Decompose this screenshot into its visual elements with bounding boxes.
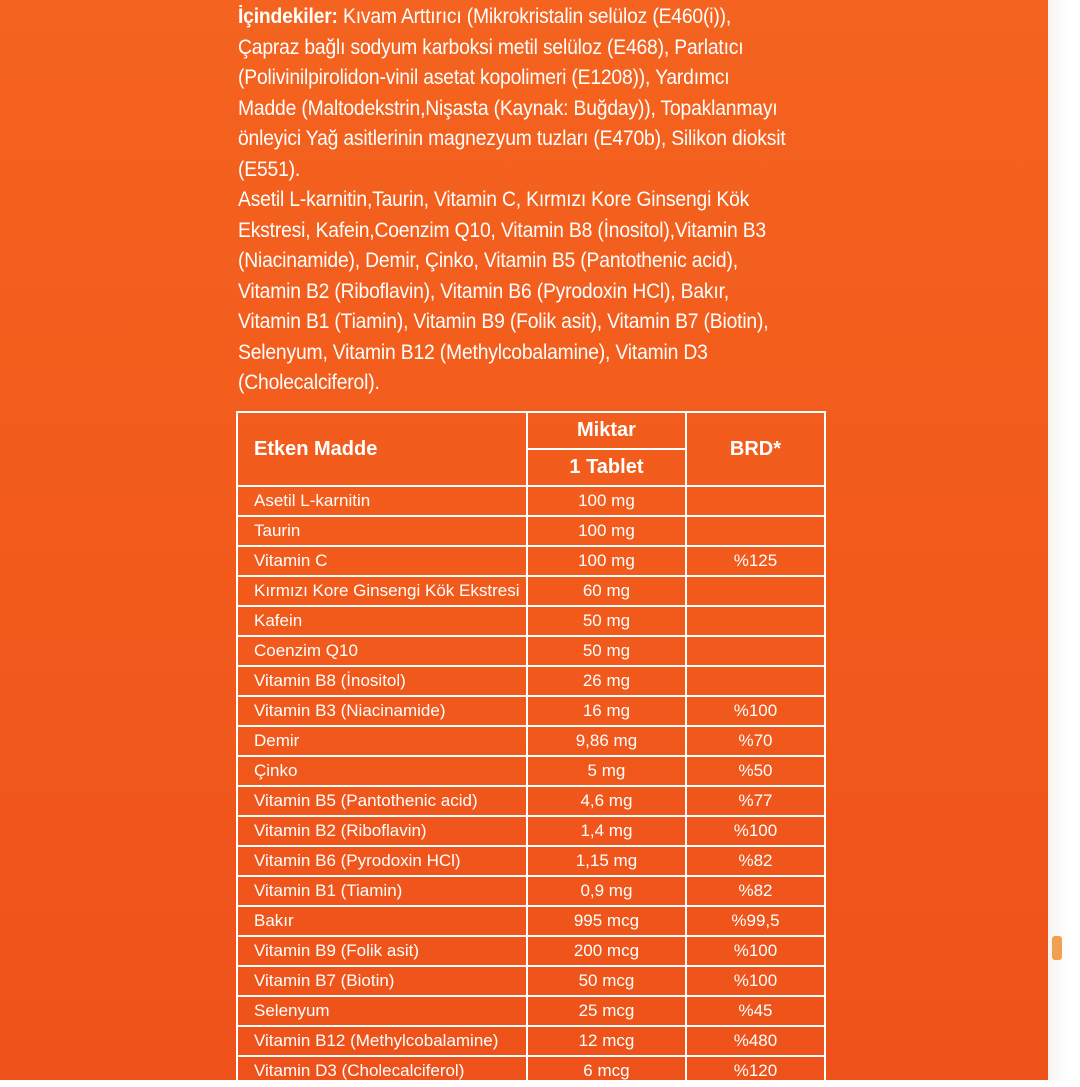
cell-substance: Vitamin B1 (Tiamin) — [237, 876, 527, 906]
table-row — [237, 636, 825, 666]
cell-amount: 0,9 mg — [527, 876, 686, 906]
table-row — [237, 606, 825, 636]
cell-amount: 1,15 mg — [527, 846, 686, 876]
cell-brd: %77 — [686, 786, 825, 816]
cell-substance: Vitamin D3 (Cholecalciferol) — [237, 1056, 527, 1086]
cell-amount: 100 mg — [527, 546, 686, 576]
cell-brd: %100 — [686, 966, 825, 996]
ingredients-heading: İçindekiler: — [238, 5, 338, 28]
table-row — [237, 696, 825, 726]
table-row — [237, 516, 825, 546]
cell-substance: Vitamin B7 (Biotin) — [237, 966, 527, 996]
cell-substance: Demir — [237, 726, 527, 756]
cell-amount: 200 mcg — [527, 936, 686, 966]
table-row — [237, 726, 825, 756]
ingredients-text: Kıvam Arttırıcı (Mikrokristalin selüloz (E460(i)), Çapraz bağlı sodyum karboksi metil selüloz (E468), Parlatıcı (Polivinilpirolidon-vinil asetat kopolimeri (E1208)), Yardımcı Madde (Maltodekstrin,Nişasta (Kaynak: Buğday)), Topaklanmayı önleyici Yağ asitlerinin magnezyum tuzları (E470b), Silikon dioksit (E551). — [238, 5, 786, 181]
cell-brd: %100 — [686, 816, 825, 846]
table-row — [237, 846, 825, 876]
table-row — [237, 666, 825, 696]
cell-brd: %50 — [686, 756, 825, 786]
table-row — [237, 486, 825, 516]
cell-amount: 50 mg — [527, 636, 686, 666]
cell-amount: 12 mcg — [527, 1026, 686, 1056]
table-row — [237, 1056, 825, 1086]
active-ingredients-text: Asetil L-karnitin,Taurin, Vitamin C, Kırmızı Kore Ginsengi Kök Ekstresi, Kafein,Coenzim Q10, Vitamin B8 (İnositol),Vitamin B3 (Niacinamide), Demir, Çinko, Vitamin B5 (Pantothenic acid), Vitamin B2 (Riboflavin), Vitamin B6 (Pyrodoxin HCl), Bakır, Vitamin B1 (Tiamin), Vitamin B9 (Folik asit), Vitamin B7 (Biotin), Selenyum, Vitamin B12 (Methylcobalamine), Vitamin D3 (Cholecalciferol). — [238, 188, 769, 394]
cell-brd: %125 — [686, 546, 825, 576]
cell-amount: 100 mg — [527, 486, 686, 516]
cell-amount: 100 mg — [527, 516, 686, 546]
cell-brd — [686, 606, 825, 636]
cell-substance: Asetil L-karnitin — [237, 486, 527, 516]
package-edge — [1048, 0, 1080, 1080]
cell-substance: Vitamin B6 (Pyrodoxin HCl) — [237, 846, 527, 876]
cell-amount: 1,4 mg — [527, 816, 686, 846]
table-row — [237, 816, 825, 846]
edge-mark — [1052, 936, 1062, 960]
table-row — [237, 786, 825, 816]
cell-brd — [686, 636, 825, 666]
ingredients-block — [238, 2, 790, 399]
cell-brd — [686, 486, 825, 516]
cell-brd — [686, 576, 825, 606]
cell-substance: Coenzim Q10 — [237, 636, 527, 666]
cell-amount: 26 mg — [527, 666, 686, 696]
cell-substance: Taurin — [237, 516, 527, 546]
cell-amount: 50 mg — [527, 606, 686, 636]
header-substance: Etken Madde — [237, 412, 527, 486]
table-row — [237, 876, 825, 906]
cell-substance: Vitamin B8 (İnositol) — [237, 666, 527, 696]
cell-brd — [686, 516, 825, 546]
cell-brd: %82 — [686, 876, 825, 906]
cell-brd: %120 — [686, 1056, 825, 1086]
table-row — [237, 936, 825, 966]
cell-brd: %45 — [686, 996, 825, 1026]
table-body — [237, 486, 825, 1086]
cell-substance: Vitamin B2 (Riboflavin) — [237, 816, 527, 846]
cell-substance: Vitamin B12 (Methylcobalamine) — [237, 1026, 527, 1056]
header-amount: Miktar — [527, 412, 686, 449]
cell-substance: Selenyum — [237, 996, 527, 1026]
table-row — [237, 906, 825, 936]
cell-brd: %99,5 — [686, 906, 825, 936]
cell-amount: 9,86 mg — [527, 726, 686, 756]
cell-amount: 5 mg — [527, 756, 686, 786]
table-row — [237, 996, 825, 1026]
table-row — [237, 576, 825, 606]
header-brd: BRD* — [686, 412, 825, 486]
cell-amount: 995 mcg — [527, 906, 686, 936]
cell-substance: Vitamin B5 (Pantothenic acid) — [237, 786, 527, 816]
cell-brd: %100 — [686, 936, 825, 966]
cell-substance: Vitamin C — [237, 546, 527, 576]
cell-amount: 4,6 mg — [527, 786, 686, 816]
table-row — [237, 756, 825, 786]
cell-amount: 25 mcg — [527, 996, 686, 1026]
nutrition-table — [236, 411, 826, 1087]
cell-amount: 6 mcg — [527, 1056, 686, 1086]
cell-amount: 50 mcg — [527, 966, 686, 996]
cell-substance: Kırmızı Kore Ginsengi Kök Ekstresi — [237, 576, 527, 606]
header-amount-sub: 1 Tablet — [527, 449, 686, 486]
cell-brd: %70 — [686, 726, 825, 756]
cell-brd: %82 — [686, 846, 825, 876]
table-row — [237, 1026, 825, 1056]
cell-substance: Bakır — [237, 906, 527, 936]
table-row — [237, 546, 825, 576]
table-row — [237, 966, 825, 996]
cell-amount: 16 mg — [527, 696, 686, 726]
cell-amount: 60 mg — [527, 576, 686, 606]
cell-substance: Çinko — [237, 756, 527, 786]
cell-brd — [686, 666, 825, 696]
cell-substance: Kafein — [237, 606, 527, 636]
cell-substance: Vitamin B3 (Niacinamide) — [237, 696, 527, 726]
cell-substance: Vitamin B9 (Folik asit) — [237, 936, 527, 966]
ingredients-paragraph — [238, 2, 790, 185]
cell-brd: %480 — [686, 1026, 825, 1056]
cell-brd: %100 — [686, 696, 825, 726]
